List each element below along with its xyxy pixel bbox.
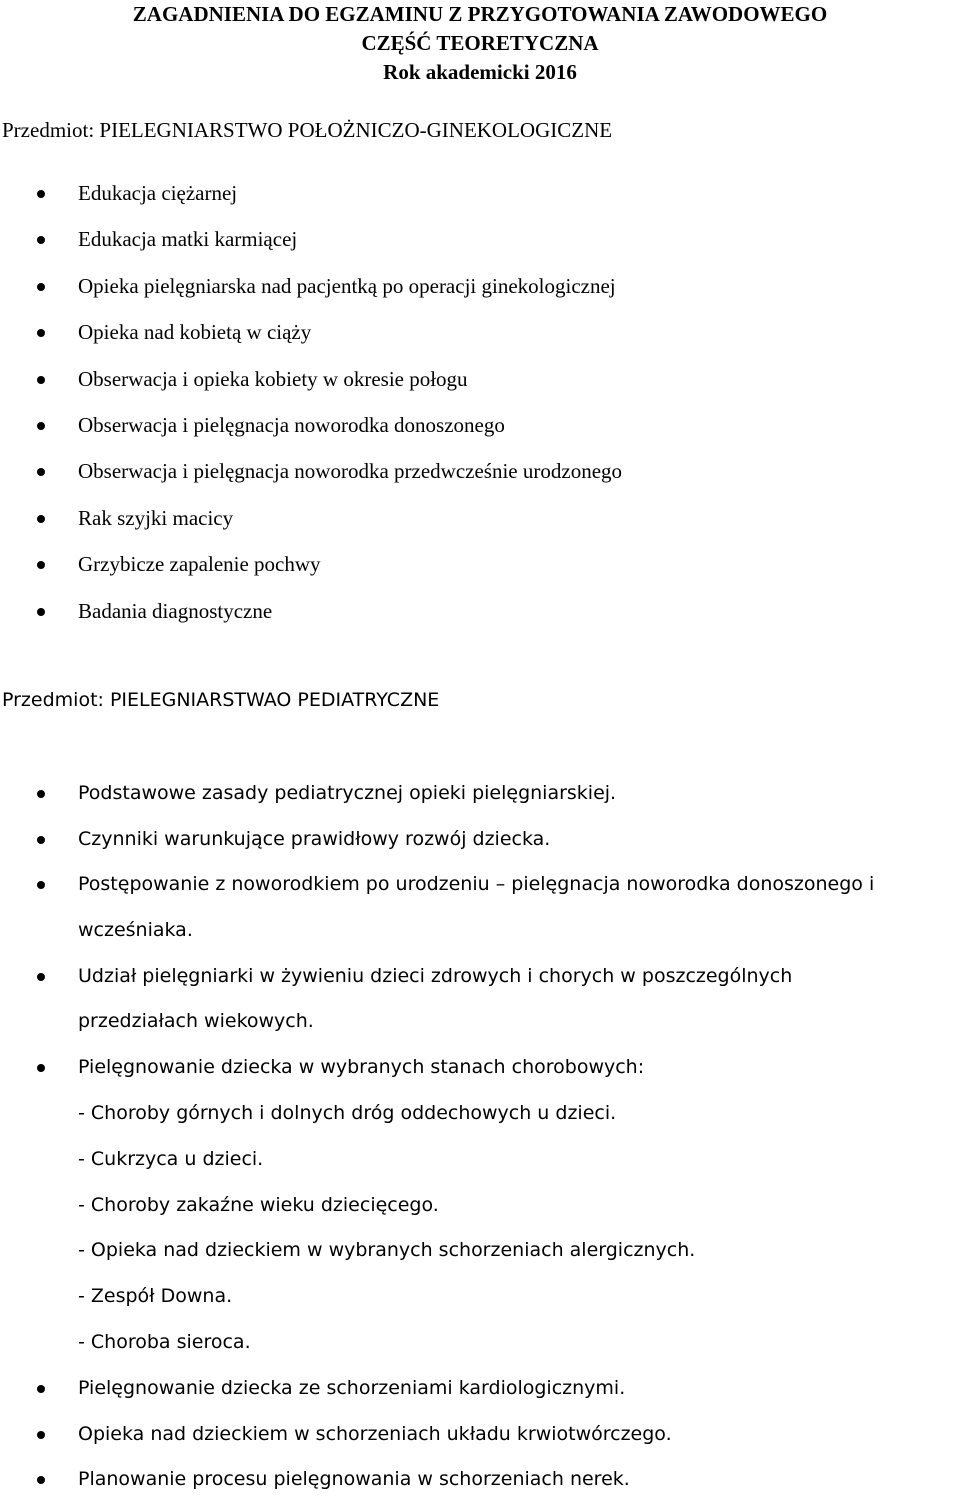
header-title: ZAGADNIENIA DO EGZAMINU Z PRZYGOTOWANIA ZAWODOWEGO xyxy=(132,2,828,26)
sub-item: - Opieka nad dzieckiem w wybranych schorzeniach alergicznych. xyxy=(78,1239,696,1262)
list-item: Opieka nad dzieckiem w schorzeniach układu krwiotwórczego. xyxy=(0,1412,960,1458)
section1-title: Przedmiot: PIELEGNIARSTWO POŁOŻNICZO-GINEKOLOGICZNE xyxy=(2,118,613,142)
list-item: Grzybicze zapalenie pochwy xyxy=(0,553,960,599)
list-item: Postępowanie z noworodkiem po urodzeniu – pielęgnacja noworodka donoszonego i wcześniaka. xyxy=(0,862,960,954)
list-item: Rak szyjki macicy xyxy=(0,507,960,553)
section2-list xyxy=(0,782,960,874)
list-item: Czynniki warunkujące prawidłowy rozwój dziecka. xyxy=(0,828,960,874)
bullet-icon xyxy=(37,881,45,889)
bullet-icon xyxy=(37,515,45,523)
list-item: Edukacja matki karmiącej xyxy=(0,228,960,274)
bullet-icon xyxy=(37,561,45,569)
bullet-icon xyxy=(37,422,45,430)
sub-item: - Cukrzyca u dzieci. xyxy=(78,1147,264,1170)
bullet-icon xyxy=(37,973,45,981)
section2-title: Przedmiot: PIELEGNIARSTWAO PEDIATRYCZNE xyxy=(2,689,440,711)
bullet-icon xyxy=(37,836,45,844)
bullet-icon xyxy=(37,608,45,616)
document-header xyxy=(0,0,960,87)
list-item: Opieka nad kobietą w ciąży xyxy=(0,321,960,367)
sub-item: - Choroby górnych i dolnych dróg oddechowych u dzieci. xyxy=(78,1101,617,1124)
bullet-icon xyxy=(37,236,45,244)
list-item: Badania diagnostyczne xyxy=(0,600,960,646)
list-item: Opieka pielęgniarska nad pacjentką po operacji ginekologicznej xyxy=(0,275,960,321)
bullet-icon xyxy=(37,1064,45,1072)
list-item: Obserwacja i opieka kobiety w okresie połogu xyxy=(0,368,960,414)
list-item: Planowanie procesu pielęgnowania w schorzeniach nerek. xyxy=(0,1457,960,1503)
header-academic-year: Rok akademicki 2016 xyxy=(383,60,577,84)
sub-item: - Choroby zakaźne wieku dziecięcego. xyxy=(78,1193,439,1216)
section2-list-continued xyxy=(0,862,960,1503)
bullet-icon xyxy=(37,283,45,291)
list-item: Edukacja ciężarnej xyxy=(0,182,960,228)
bullet-icon xyxy=(37,1431,45,1439)
bullet-icon xyxy=(37,1476,45,1484)
list-item: Pielęgnowanie dziecka w wybranych stanach chorobowych: - Choroby górnych i dolnych dróg oddechowych u dzieci. - Cukrzyca u dzieci. - Choroby zakaźne wieku dziecięcego. - Opieka nad dzieckiem w wybranych schorzeniach alergicznych. - Zespół Downa. - Choroba sieroca. xyxy=(0,1045,960,1366)
list-item: Podstawowe zasady pediatrycznej opieki pielęgniarskiej. xyxy=(0,782,960,828)
bullet-icon xyxy=(37,790,45,798)
list-item: Pielęgnowanie dziecka ze schorzeniami kardiologicznymi. xyxy=(0,1366,960,1412)
list-item: Obserwacja i pielęgnacja noworodka przedwcześnie urodzonego xyxy=(0,460,960,506)
header-subtitle: CZĘŚĆ TEORETYCZNA xyxy=(361,31,599,55)
bullet-icon xyxy=(37,329,45,337)
list-item: Udział pielęgniarki w żywieniu dzieci zdrowych i chorych w poszczególnych przedziałach wiekowych. xyxy=(0,954,960,1046)
section1-list xyxy=(0,182,960,646)
sub-item: - Choroba sieroca. xyxy=(78,1330,251,1353)
bullet-icon xyxy=(37,376,45,384)
list-item: Obserwacja i pielęgnacja noworodka donoszonego xyxy=(0,414,960,460)
bullet-icon xyxy=(37,468,45,476)
bullet-icon xyxy=(37,1385,45,1393)
bullet-icon xyxy=(37,190,45,198)
sub-item: - Zespół Downa. xyxy=(78,1285,233,1308)
